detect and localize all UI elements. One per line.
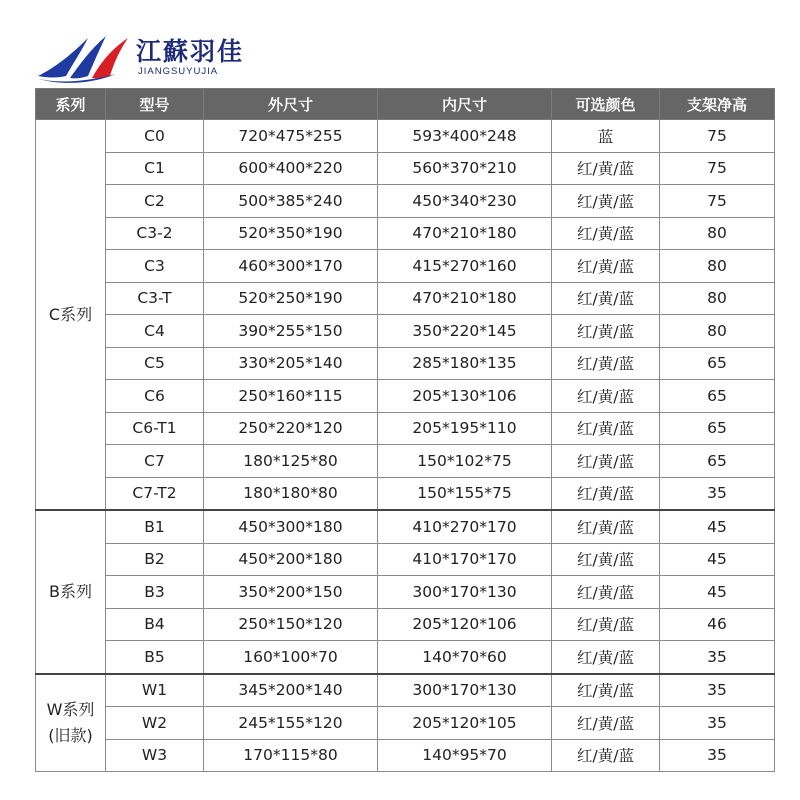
cell-model: C6-T1 <box>106 412 204 445</box>
cell-colors: 红/黄/蓝 <box>552 576 660 609</box>
cell-inner-size: 470*210*180 <box>378 282 552 315</box>
cell-outer-size: 160*100*70 <box>204 641 378 674</box>
cell-model: C3-T <box>106 282 204 315</box>
cell-stand-height: 35 <box>660 739 775 772</box>
cell-outer-size: 170*115*80 <box>204 739 378 772</box>
cell-model: C4 <box>106 315 204 348</box>
cell-stand-height: 65 <box>660 347 775 380</box>
table-row <box>36 347 775 380</box>
cell-stand-height: 75 <box>660 120 775 153</box>
cell-outer-size: 245*155*120 <box>204 707 378 740</box>
cell-colors: 红/黄/蓝 <box>552 315 660 348</box>
cell-model: B4 <box>106 608 204 641</box>
cell-outer-size: 450*300*180 <box>204 510 378 543</box>
cell-outer-size: 390*255*150 <box>204 315 378 348</box>
table-header <box>36 89 775 120</box>
cell-stand-height: 35 <box>660 477 775 510</box>
cell-colors: 蓝 <box>552 120 660 153</box>
table-row <box>36 510 775 543</box>
table-row <box>36 445 775 478</box>
table-body <box>36 120 775 772</box>
cell-model: C6 <box>106 380 204 413</box>
cell-outer-size: 180*125*80 <box>204 445 378 478</box>
cell-outer-size: 520*350*190 <box>204 217 378 250</box>
cell-colors: 红/黄/蓝 <box>552 477 660 510</box>
table-row <box>36 380 775 413</box>
cell-colors: 红/黄/蓝 <box>552 674 660 707</box>
cell-outer-size: 345*200*140 <box>204 674 378 707</box>
cell-model: C3 <box>106 250 204 283</box>
cell-inner-size: 150*155*75 <box>378 477 552 510</box>
cell-model: B2 <box>106 543 204 576</box>
cell-model: C3-2 <box>106 217 204 250</box>
cell-inner-size: 205*120*106 <box>378 608 552 641</box>
table-row <box>36 674 775 707</box>
cell-stand-height: 65 <box>660 380 775 413</box>
cell-stand-height: 75 <box>660 185 775 218</box>
brand-name-en: JIANGSUYUJIA <box>138 66 219 77</box>
cell-model: C2 <box>106 185 204 218</box>
cell-stand-height: 65 <box>660 445 775 478</box>
cell-model: W3 <box>106 739 204 772</box>
cell-stand-height: 45 <box>660 543 775 576</box>
cell-stand-height: 80 <box>660 250 775 283</box>
cell-inner-size: 300*170*130 <box>378 674 552 707</box>
cell-inner-size: 285*180*135 <box>378 347 552 380</box>
cell-outer-size: 350*200*150 <box>204 576 378 609</box>
cell-inner-size: 470*210*180 <box>378 217 552 250</box>
header-stand-height: 支架净高 <box>660 89 775 120</box>
cell-model: C5 <box>106 347 204 380</box>
cell-colors: 红/黄/蓝 <box>552 707 660 740</box>
table-row <box>36 217 775 250</box>
series-label: B系列 <box>49 581 92 601</box>
cell-inner-size: 150*102*75 <box>378 445 552 478</box>
cell-model: C0 <box>106 120 204 153</box>
header-inner-size: 内尺寸 <box>378 89 552 120</box>
header-model: 型号 <box>106 89 204 120</box>
cell-stand-height: 65 <box>660 412 775 445</box>
table-row <box>36 739 775 772</box>
cell-stand-height: 80 <box>660 315 775 348</box>
cell-colors: 红/黄/蓝 <box>552 510 660 543</box>
cell-colors: 红/黄/蓝 <box>552 608 660 641</box>
cell-inner-size: 593*400*248 <box>378 120 552 153</box>
cell-colors: 红/黄/蓝 <box>552 445 660 478</box>
cell-colors: 红/黄/蓝 <box>552 543 660 576</box>
cell-outer-size: 250*160*115 <box>204 380 378 413</box>
table-row <box>36 282 775 315</box>
series-label: (旧款) <box>48 725 93 745</box>
cell-inner-size: 410*270*170 <box>378 510 552 543</box>
cell-colors: 红/黄/蓝 <box>552 282 660 315</box>
brand-swoosh-icon <box>36 28 136 84</box>
cell-stand-height: 45 <box>660 576 775 609</box>
cell-inner-size: 140*95*70 <box>378 739 552 772</box>
table-row <box>36 152 775 185</box>
cell-inner-size: 450*340*230 <box>378 185 552 218</box>
cell-colors: 红/黄/蓝 <box>552 152 660 185</box>
cell-outer-size: 720*475*255 <box>204 120 378 153</box>
cell-colors: 红/黄/蓝 <box>552 347 660 380</box>
cell-stand-height: 80 <box>660 217 775 250</box>
cell-outer-size: 520*250*190 <box>204 282 378 315</box>
cell-stand-height: 75 <box>660 152 775 185</box>
cell-model: C1 <box>106 152 204 185</box>
cell-model: B3 <box>106 576 204 609</box>
cell-outer-size: 330*205*140 <box>204 347 378 380</box>
table-row <box>36 543 775 576</box>
cell-inner-size: 415*270*160 <box>378 250 552 283</box>
cell-inner-size: 410*170*170 <box>378 543 552 576</box>
cell-stand-height: 35 <box>660 674 775 707</box>
table-row <box>36 608 775 641</box>
cell-inner-size: 300*170*130 <box>378 576 552 609</box>
table-row <box>36 250 775 283</box>
cell-inner-size: 205*195*110 <box>378 412 552 445</box>
cell-model: B5 <box>106 641 204 674</box>
cell-colors: 红/黄/蓝 <box>552 185 660 218</box>
header-row <box>36 89 775 120</box>
cell-inner-size: 205*120*105 <box>378 707 552 740</box>
table-row <box>36 185 775 218</box>
table-row <box>36 707 775 740</box>
cell-stand-height: 35 <box>660 707 775 740</box>
cell-outer-size: 500*385*240 <box>204 185 378 218</box>
cell-colors: 红/黄/蓝 <box>552 217 660 250</box>
cell-stand-height: 45 <box>660 510 775 543</box>
cell-colors: 红/黄/蓝 <box>552 412 660 445</box>
header-outer-size: 外尺寸 <box>204 89 378 120</box>
header-colors: 可选颜色 <box>552 89 660 120</box>
table-row <box>36 120 775 153</box>
table-row <box>36 315 775 348</box>
series-label: W系列 <box>46 699 95 719</box>
table-row <box>36 641 775 674</box>
cell-colors: 红/黄/蓝 <box>552 250 660 283</box>
series-label: C系列 <box>48 304 93 324</box>
cell-inner-size: 560*370*210 <box>378 152 552 185</box>
cell-stand-height: 35 <box>660 641 775 674</box>
cell-model: C7-T2 <box>106 477 204 510</box>
brand-name-cn: 江蘇羽佳 <box>136 37 245 66</box>
cell-model: B1 <box>106 510 204 543</box>
cell-series <box>36 120 106 511</box>
brand-logo <box>36 28 266 84</box>
cell-outer-size: 180*180*80 <box>204 477 378 510</box>
cell-series <box>36 674 106 772</box>
cell-model: C7 <box>106 445 204 478</box>
cell-outer-size: 250*150*120 <box>204 608 378 641</box>
cell-colors: 红/黄/蓝 <box>552 641 660 674</box>
cell-model: W1 <box>106 674 204 707</box>
cell-outer-size: 250*220*120 <box>204 412 378 445</box>
table-row <box>36 477 775 510</box>
cell-stand-height: 80 <box>660 282 775 315</box>
cell-outer-size: 460*300*170 <box>204 250 378 283</box>
cell-model: W2 <box>106 707 204 740</box>
table-row <box>36 412 775 445</box>
table-row <box>36 576 775 609</box>
cell-outer-size: 450*200*180 <box>204 543 378 576</box>
cell-colors: 红/黄/蓝 <box>552 739 660 772</box>
cell-colors: 红/黄/蓝 <box>552 380 660 413</box>
cell-outer-size: 600*400*220 <box>204 152 378 185</box>
cell-stand-height: 46 <box>660 608 775 641</box>
cell-series <box>36 510 106 674</box>
cell-inner-size: 140*70*60 <box>378 641 552 674</box>
cell-inner-size: 350*220*145 <box>378 315 552 348</box>
spec-table <box>35 88 775 772</box>
header-series: 系列 <box>36 89 106 120</box>
cell-inner-size: 205*130*106 <box>378 380 552 413</box>
